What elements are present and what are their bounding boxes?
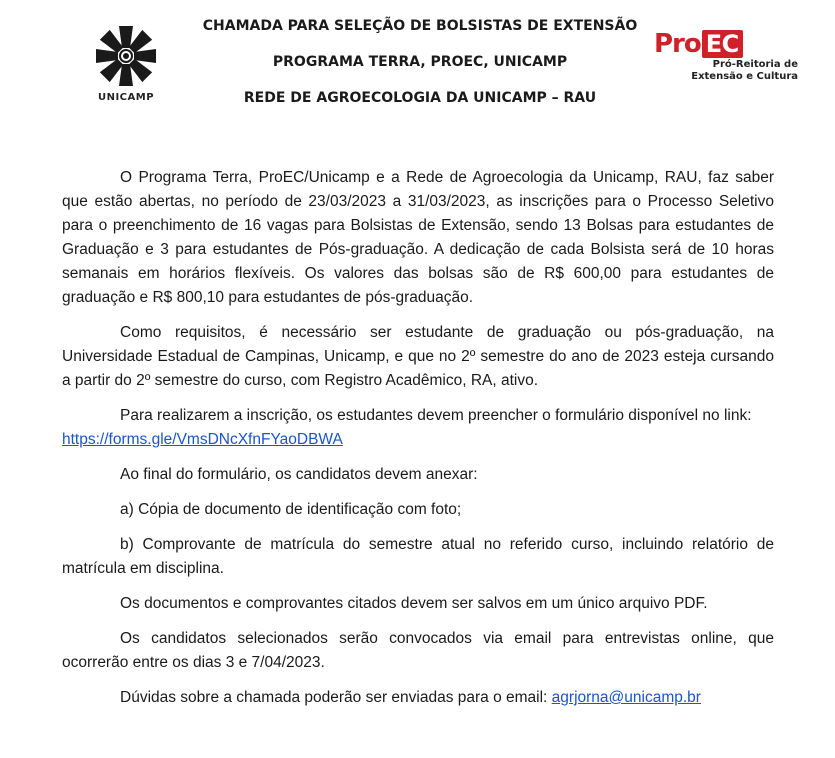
paragraph-pdf-note: Os documentos e comprovantes citados devem ser salvos em um único arquivo PDF. [120,595,708,612]
paragraph-attachment-b: b) Comprovante de matrícula do semestre atual no referido curso, incluindo relatório de matrícula em disciplina. [62,536,774,577]
document-header [0,0,835,125]
proec-wordmark [654,30,743,58]
document-title-block [185,14,655,122]
paragraph-attachments-intro: Ao final do formulário, os candidatos devem anexar: [120,466,478,483]
registration-form-link[interactable]: https://forms.gle/VmsDNcXfnFYaoDBWA [62,431,343,448]
registration-text: Para realizarem a inscrição, os estudantes devem preencher o formulário disponível no link: [120,407,752,424]
proec-logo [654,30,799,86]
title-line-1: CHAMADA PARA SELEÇÃO DE BOLSISTAS DE EXTENSÃO [202,18,638,34]
title-line-3: REDE DE AGROECOLOGIA DA UNICAMP – RAU [243,90,597,106]
proec-logo-pro: Pro [654,29,701,59]
paragraph-requirements: Como requisitos, é necessário ser estudante de graduação ou pós-graduação, na Universidade Estadual de Campinas, Unicamp, e que no 2º semestre do ano de 2023 esteja cursando a partir do 2º semestre do curso, com Registro Acadêmico, RA, ativo. [62,324,774,389]
proec-sub-line-1: Pró-Reitoria de [712,59,798,70]
paragraph-announcement: O Programa Terra, ProEC/Unicamp e a Rede de Agroecologia da Unicamp, RAU, faz saber que estão abertas, no período de 23/03/2023 a 31/03/2023, as inscrições para o Processo Seletivo para o preenchimento de 16 vagas para Bolsistas de Extensão, sendo 13 Bolsas para estudantes de Graduação e 3 para estudantes de Pós-graduação. A dedicação de cada Bolsista será de 10 horas semanais em horários flexíveis. Os valores das bolsas são de R$ 600,00 para estudantes de graduação e R$ 800,10 para estudantes de pós-graduação. [62,169,774,306]
unicamp-logo [84,20,168,110]
paragraph-interviews: Os candidatos selecionados serão convocados via email para entrevistas online, que ocorrerão entre os dias 3 e 7/04/2023. [62,630,774,671]
unicamp-logo-text: UNICAMP [97,92,155,103]
paragraph-attachment-a: a) Cópia de documento de identificação com foto; [120,501,462,518]
contact-email-link[interactable]: agrjorna@unicamp.br [551,689,701,706]
contact-text: Dúvidas sobre a chamada poderão ser enviadas para o email: [120,689,552,706]
paragraph-contact [62,686,774,710]
proec-logo-subtitle [658,59,798,83]
document-body [62,166,774,721]
proec-sub-line-2: Extensão e Cultura [691,71,798,82]
title-line-2: PROGRAMA TERRA, PROEC, UNICAMP [272,54,568,70]
unicamp-emblem-icon [84,20,168,92]
proec-logo-ec: EC [702,30,743,58]
paragraph-registration [62,404,774,452]
